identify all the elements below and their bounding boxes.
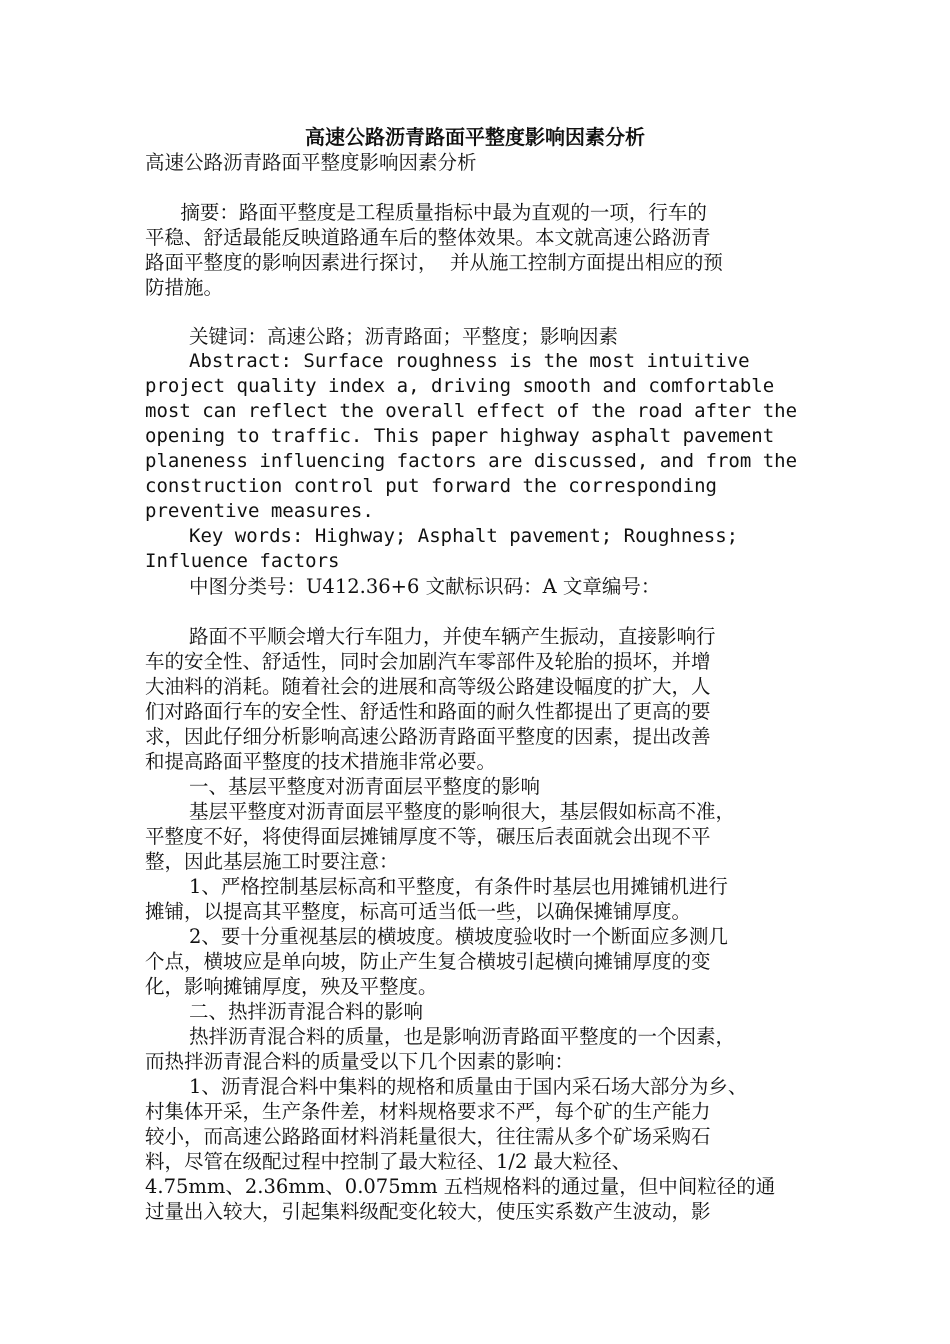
keywords-en-line: Key words: Highway; Asphalt pavement; Roughness; (189, 525, 739, 547)
keywords-en-line: Influence factors (145, 550, 340, 572)
body-line: 整，因此基层施工时要注意： (145, 850, 399, 873)
body-line: 个点，横坡应是单向坡，防止产生复合横坡引起横向摊铺厚度的变 (145, 950, 711, 973)
document-subtitle: 高速公路沥青路面平整度影响因素分析 (145, 151, 477, 174)
abstract-en-line: planeness influencing factors are discussed, and from the (145, 450, 798, 472)
abstract-en-line: project quality index a, driving smooth and comfortable (145, 375, 775, 397)
body-line: 们对路面行车的安全性、舒适性和路面的耐久性都提出了更高的要 (145, 700, 711, 723)
body-line: 4.75mm、2.36mm、0.075mm 五档规格料的通过量，但中间粒径的通 (145, 1175, 776, 1198)
body-line: 料，尽管在级配过程中控制了最大粒径、1/2 最大粒径、 (145, 1150, 632, 1173)
body-line: 1、严格控制基层标高和平整度，有条件时基层也用摊铺机进行 (189, 875, 728, 898)
keywords-cn: 关键词：高速公路；沥青路面；平整度；影响因素 (189, 325, 619, 348)
abstract-cn-line: 平稳、舒适最能反映道路通车后的整体效果。本文就高速公路沥青 (145, 226, 711, 249)
body-line: 过量出入较大，引起集料级配变化较大，使压实系数产生波动，影 (145, 1200, 711, 1223)
body-line: 车的安全性、舒适性，同时会加剧汽车零部件及轮胎的损坏，并增 (145, 650, 711, 673)
abstract-en-line: preventive measures. (145, 500, 374, 522)
abstract-en-line: Abstract: Surface roughness is the most intuitive (189, 350, 750, 372)
body-line: 1、沥青混合料中集料的规格和质量由于国内采石场大部分为乡、 (189, 1075, 748, 1098)
classification-line: 中图分类号：U412.36+6 文献标识码：A 文章编号： (189, 575, 661, 598)
abstract-en-line: opening to traffic. This paper highway asphalt pavement (145, 425, 775, 447)
body-line: 平整度不好，将使得面层摊铺厚度不等，碾压后表面就会出现不平 (145, 825, 711, 848)
body-line: 而热拌沥青混合料的质量受以下几个因素的影响： (145, 1050, 575, 1073)
body-line: 路面不平顺会增大行车阻力，并使车辆产生振动，直接影响行 (189, 625, 716, 648)
body-line: 求，因此仔细分析影响高速公路沥青路面平整度的因素，提出改善 (145, 725, 711, 748)
body-line: 化，影响摊铺厚度，殃及平整度。 (145, 975, 438, 998)
section-heading: 一、基层平整度对沥青面层平整度的影响 (189, 775, 541, 798)
document-title: 高速公路沥青路面平整度影响因素分析 (305, 125, 645, 149)
abstract-en-line: construction control put forward the corresponding (145, 475, 717, 497)
body-line: 热拌沥青混合料的质量，也是影响沥青路面平整度的一个因素， (189, 1025, 736, 1048)
abstract-en-line: most can reflect the overall effect of the road after the (145, 400, 798, 422)
body-line: 和提高路面平整度的技术措施非常必要。 (145, 750, 497, 773)
body-line: 基层平整度对沥青面层平整度的影响很大，基层假如标高不准， (189, 800, 736, 823)
abstract-cn-line: 摘要：路面平整度是工程质量指标中最为直观的一项，行车的 (168, 201, 707, 224)
body-line: 较小，而高速公路路面材料消耗量很大，往往需从多个矿场采购石 (145, 1125, 711, 1148)
body-line: 摊铺，以提高其平整度，标高可适当低一些，以确保摊铺厚度。 (145, 900, 692, 923)
abstract-cn-line: 路面平整度的影响因素进行探讨， 并从施工控制方面提出相应的预 (145, 251, 723, 274)
body-line: 大油料的消耗。随着社会的进展和高等级公路建设幅度的扩大，人 (145, 675, 711, 698)
abstract-cn-line: 防措施。 (145, 276, 224, 299)
body-line: 2、要十分重视基层的横坡度。横坡度验收时一个断面应多测几 (189, 925, 728, 948)
section-heading: 二、热拌沥青混合料的影响 (189, 1000, 424, 1023)
body-line: 村集体开采，生产条件差，材料规格要求不严，每个矿的生产能力 (145, 1100, 711, 1123)
